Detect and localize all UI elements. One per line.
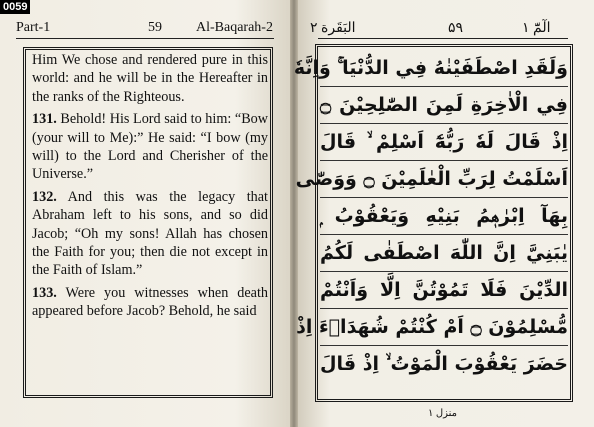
header-rule-right (318, 38, 568, 39)
header-rule-left (16, 38, 274, 39)
translation-text (32, 51, 268, 325)
verse-number: 131. (32, 111, 57, 128)
arabic-line: اِذْ قَالَ لَهٗ رَبُّهٗٓ اَسْلِمْ ۙ قَالَ (320, 124, 568, 161)
page-number-left: 59 (148, 20, 162, 35)
verse-number: 132. (32, 188, 57, 205)
paragraph (32, 110, 268, 184)
part-label: Part-1 (16, 20, 51, 35)
paragraph-text: Behold! His Lord said to him: “Bow (your will to Me):” He said: “I bow (my will) to the Lord and Cherisher of the Universe.” (32, 111, 268, 183)
surah-label-right: البَقَرة ٢ (310, 21, 356, 36)
arabic-line: مُّسْلِمُوْنَ ۝ اَمْ كُنْتُمْ شُهَدَاۗءَ اِذْ (320, 309, 568, 346)
arabic-line: بِهَآ اِبْرٰهٖمُ بَنِيْهِ وَيَعْقُوْبُ ۭ (320, 198, 568, 235)
manzil-footer: منزل ۱ (428, 408, 458, 419)
arabic-line: يٰبَنِيَّ اِنَّ اللّٰهَ اصْطَفٰى لَكُمُ (320, 235, 568, 272)
arabic-line: اَسْلَمْتُ لِرَبِّ الْعٰلَمِيْنَ ۝ وَوَصّٰى (320, 161, 568, 198)
surah-label-left: Al-Baqarah-2 (196, 20, 273, 35)
arabic-line: فِي الْاٰخِرَةِ لَمِنَ الصّٰلِحِيْنَ ۝ (320, 87, 568, 124)
part-title-right: الٓمّٓ ۱ (522, 21, 551, 36)
paragraph-text: Him We chose and rendered pure in this world: and he will be in the Hereafter in the ranks of the Righteous. (32, 52, 268, 105)
page-number-right: ۵۹ (448, 21, 464, 36)
paragraph-text: Were you witnesses when death appeared before Jacob? Behold, he said (32, 284, 268, 320)
paragraph (32, 188, 268, 280)
verse-number: 133. (32, 284, 57, 301)
scan-label: 0059 (0, 0, 30, 14)
arabic-line: وَلَقَدِ اصْطَفَيْنٰهُ فِي الدُّنْيَا ۚ وَاِنَّهٗ (320, 50, 568, 87)
arabic-line: الدِّيْنَ فَلَا تَمُوْتُنَّ اِلَّا وَاَنْتُمْ (320, 272, 568, 309)
paragraph (32, 284, 268, 321)
paragraph (32, 51, 268, 106)
paragraph-text: And this was the legacy that Abraham left to his sons, and so did Jacob; “Oh my sons! Allah has chosen the Faith for you; then die not except in the Faith of Islam.” (32, 188, 268, 279)
arabic-line: حَضَرَ يَعْقُوْبَ الْمَوْتُ ۙ اِذْ قَالَ (320, 353, 568, 375)
arabic-text (293, 50, 568, 382)
